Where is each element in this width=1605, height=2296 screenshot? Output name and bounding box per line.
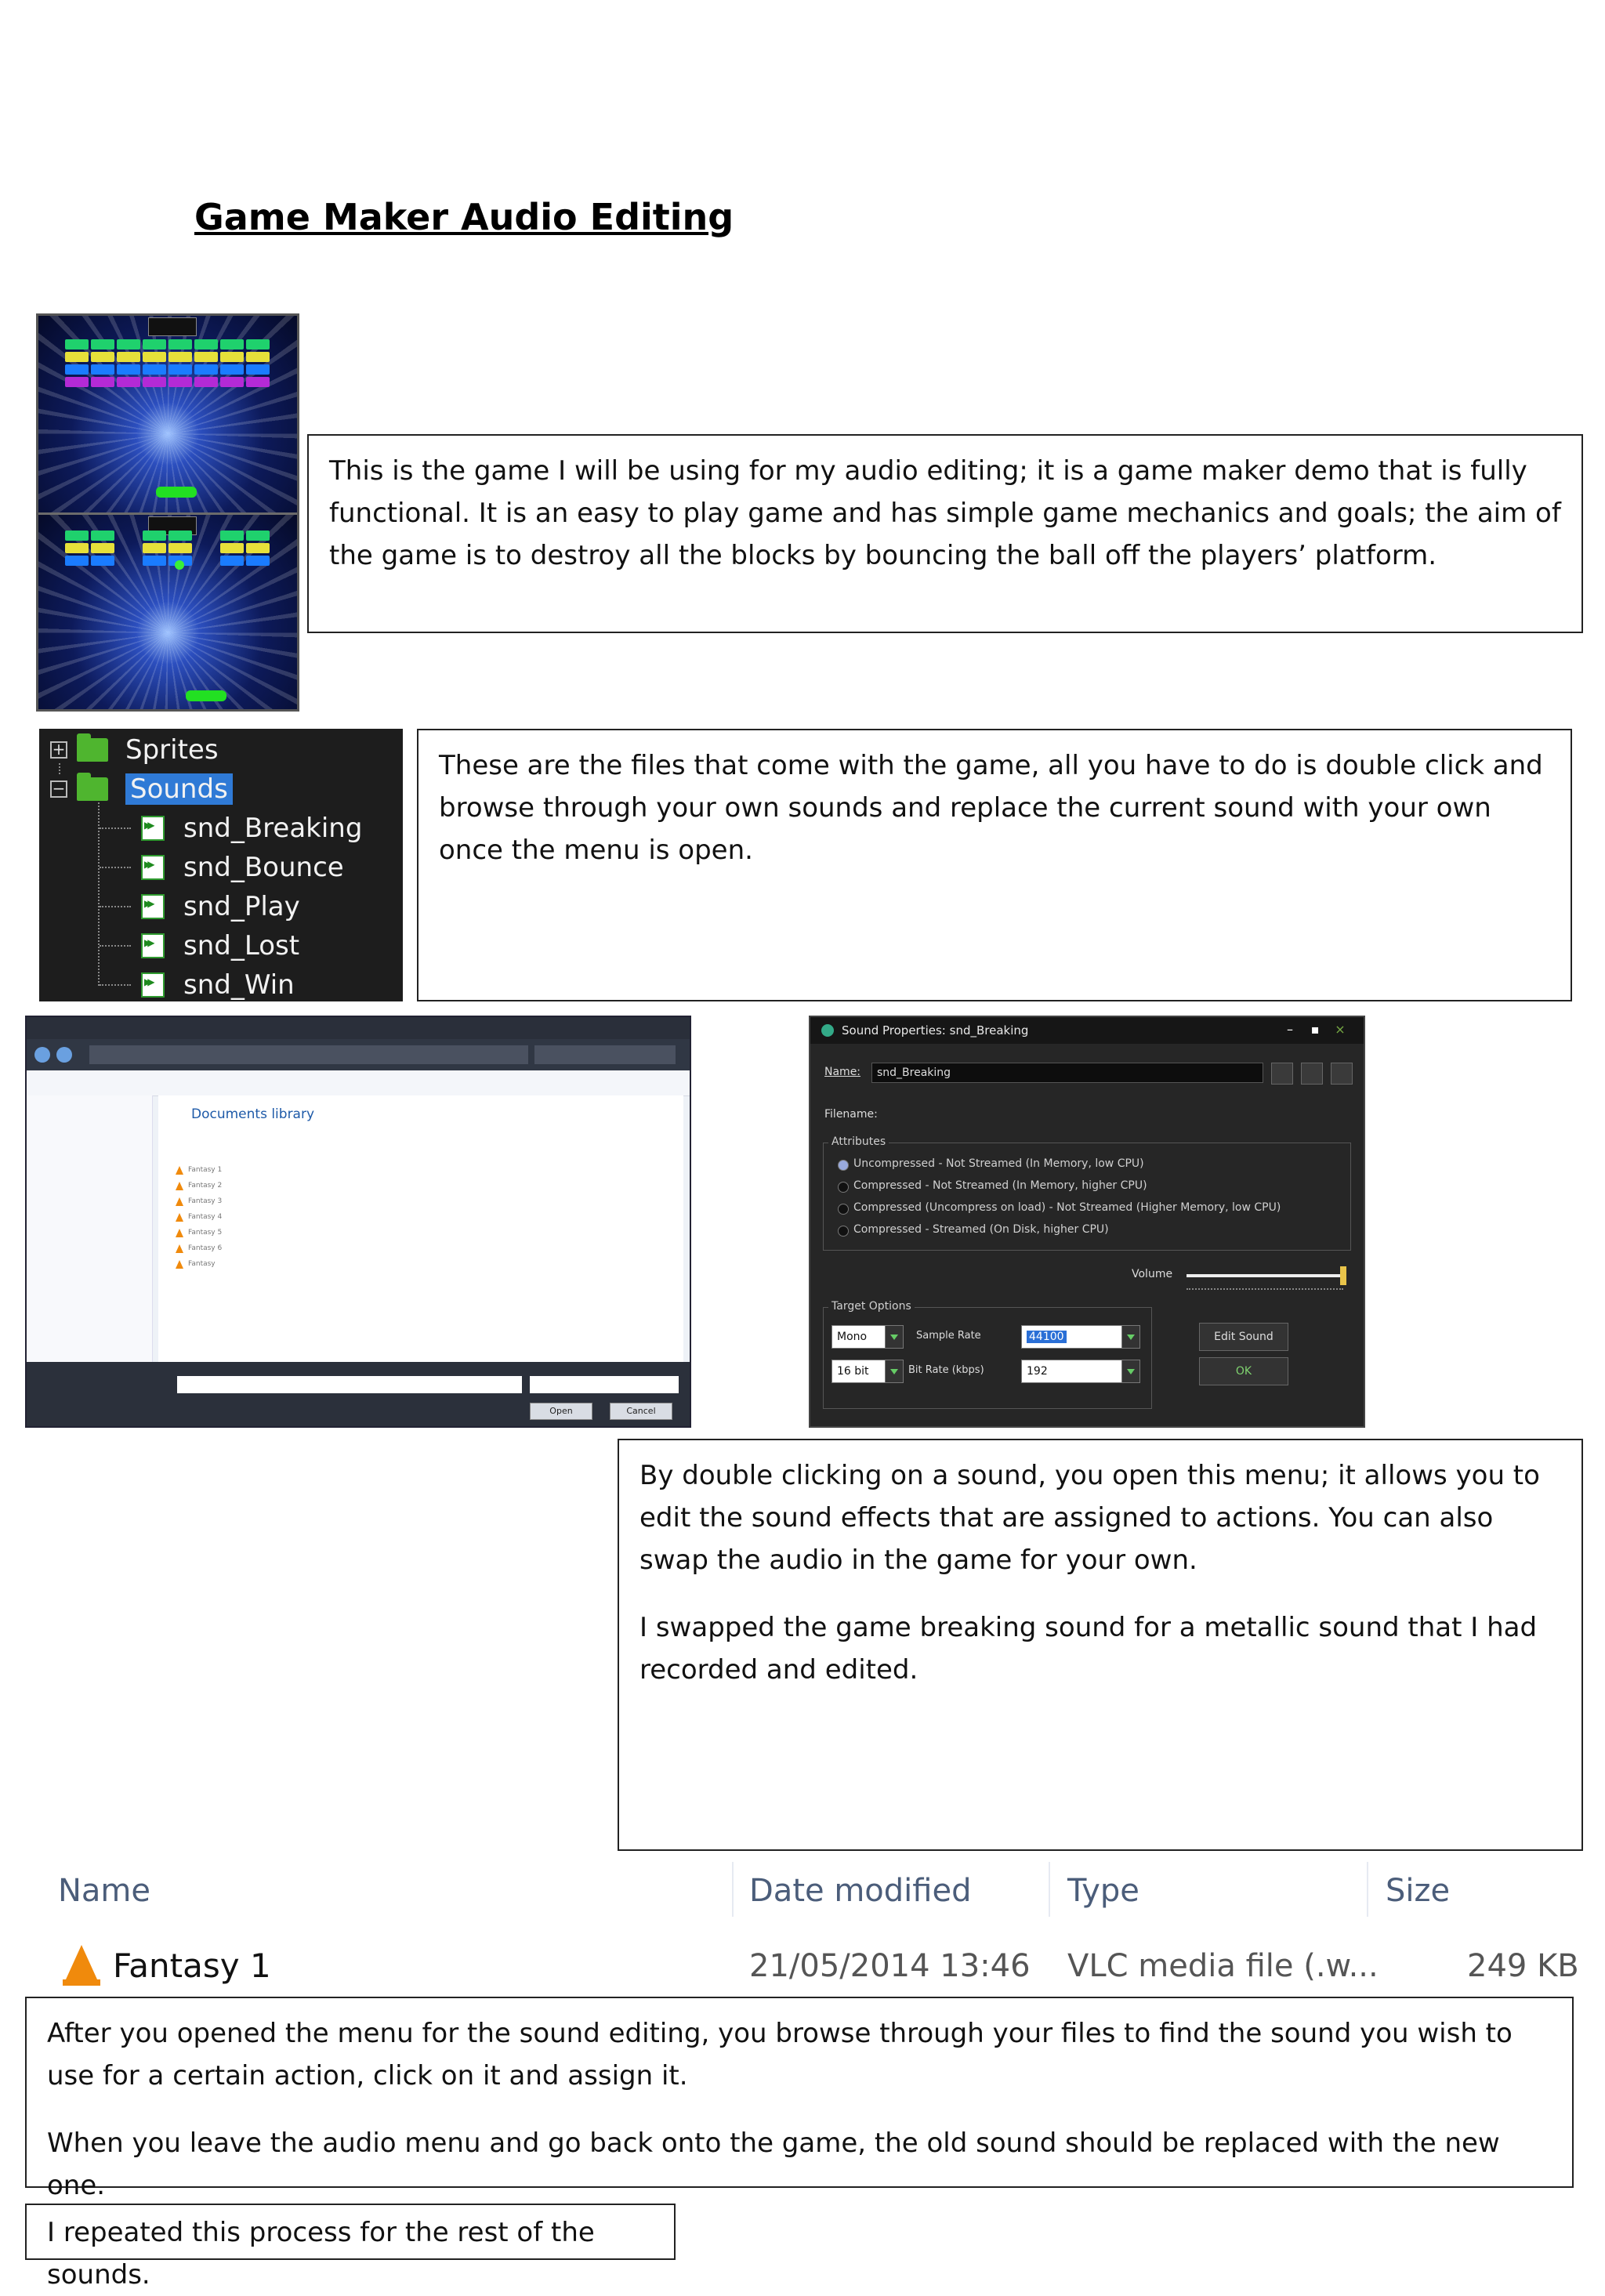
- file-name: Fantasy: [188, 1260, 216, 1268]
- file-type: VLC media file (.w...: [1067, 1948, 1379, 1984]
- brick: [194, 364, 218, 375]
- bit-rate-select[interactable]: 192: [1021, 1360, 1140, 1383]
- tree-item-sound[interactable]: [141, 889, 300, 925]
- game-frame-top: [38, 316, 297, 512]
- brick: [91, 543, 114, 553]
- brick-gap: [117, 556, 140, 566]
- sound-files-description-box: [417, 729, 1572, 1001]
- brick: [91, 352, 114, 362]
- file-row[interactable]: [158, 1227, 676, 1240]
- replace-description-text: When you leave the audio menu and go back onto the game, the old sound should be replaced with the new one.: [47, 2128, 1500, 2201]
- brick: [246, 352, 270, 362]
- window-titlebar: [27, 1017, 690, 1039]
- breadcrumb[interactable]: [89, 1045, 528, 1064]
- brick: [117, 339, 140, 349]
- brick: [143, 556, 166, 566]
- brick-gap: [194, 556, 218, 566]
- bit-rate-label: Bit Rate (kbps): [908, 1364, 984, 1376]
- file-name: Fantasy 2: [188, 1182, 223, 1190]
- folder-icon: [77, 738, 108, 762]
- sound-file-icon: [141, 816, 165, 841]
- file-detail-crop: [25, 1859, 1585, 1994]
- tree-item-sprites[interactable]: [50, 732, 219, 768]
- tree-item-sound[interactable]: [141, 928, 299, 964]
- brick: [220, 339, 244, 349]
- sound-name: snd_Lost: [183, 930, 300, 961]
- brick: [220, 377, 244, 387]
- vlc-file-icon: [176, 1182, 183, 1190]
- volume-slider[interactable]: [1187, 1274, 1343, 1277]
- brick: [168, 377, 192, 387]
- column-header-size[interactable]: Size: [1386, 1873, 1451, 1909]
- brick: [220, 543, 244, 553]
- brick: [246, 364, 270, 375]
- score-display: [148, 317, 197, 336]
- brick-gap: [194, 543, 218, 553]
- dialog-titlebar: [810, 1017, 1364, 1044]
- browse-description-box: [25, 1997, 1574, 2201]
- column-header-type[interactable]: Type: [1067, 1873, 1139, 1909]
- file-date: 21/05/2014 13:46: [749, 1948, 1031, 1984]
- brick: [246, 543, 270, 553]
- brick: [65, 531, 89, 541]
- dialog-title: Sound Properties: snd_Breaking: [842, 1023, 1029, 1038]
- brick: [65, 364, 89, 375]
- brick: [168, 543, 192, 553]
- swap-description-text: I swapped the game breaking sound for a metallic sound that I had recorded and edited.: [639, 1612, 1538, 1686]
- open-button[interactable]: Open: [530, 1403, 592, 1420]
- brick: [65, 339, 89, 349]
- file-row[interactable]: [158, 1164, 676, 1177]
- vlc-file-icon: [66, 1945, 97, 1979]
- edit-sound-label: Edit Sound: [1214, 1331, 1273, 1343]
- sample-rate-label: Sample Rate: [916, 1330, 981, 1342]
- file-type-select[interactable]: [530, 1376, 679, 1393]
- brick: [91, 364, 114, 375]
- sound-name: snd_Win: [183, 969, 295, 1001]
- app-icon: [821, 1024, 834, 1037]
- tree-item-sound[interactable]: [141, 849, 344, 885]
- brick: [246, 556, 270, 566]
- collapse-icon[interactable]: −: [50, 780, 67, 798]
- filename-label: Filename:: [824, 1108, 878, 1121]
- open-folder-icon: [77, 777, 108, 801]
- brick: [194, 377, 218, 387]
- file-name: Fantasy 4: [188, 1213, 223, 1221]
- minimize-icon[interactable]: –: [1287, 1022, 1293, 1037]
- close-icon[interactable]: ×: [1335, 1022, 1346, 1037]
- brick: [143, 377, 166, 387]
- brick: [65, 556, 89, 566]
- attributes-group: [823, 1135, 1351, 1251]
- brick: [168, 531, 192, 541]
- sound-file-icon: [141, 894, 165, 919]
- brick: [143, 531, 166, 541]
- game-screenshot: [36, 313, 299, 712]
- tree-item-sound[interactable]: [141, 967, 295, 1001]
- file-name: Fantasy 5: [188, 1229, 223, 1237]
- game-frame-bottom: [38, 512, 297, 712]
- brick: [246, 531, 270, 541]
- maximize-icon[interactable]: ▪: [1310, 1022, 1320, 1037]
- navigation-pane: [27, 1095, 153, 1362]
- brick: [91, 339, 114, 349]
- sound-properties-dialog: [809, 1016, 1365, 1428]
- repeat-note-box: [25, 2204, 676, 2291]
- game-description-box: [307, 434, 1583, 633]
- brick: [65, 377, 89, 387]
- brick: [65, 352, 89, 362]
- repeat-note-text: I repeated this process for the rest of the sounds.: [47, 2217, 595, 2291]
- toolbar: [27, 1070, 690, 1096]
- column-header-name[interactable]: Name: [58, 1873, 151, 1909]
- tree-item-sound[interactable]: [141, 810, 362, 846]
- sound-file-icon: [141, 972, 165, 998]
- file-list: [158, 1095, 683, 1362]
- back-icon[interactable]: [34, 1047, 50, 1063]
- dialog-footer: [27, 1362, 690, 1428]
- brick: [143, 364, 166, 375]
- sound-name: snd_Play: [183, 891, 300, 922]
- cancel-button[interactable]: Cancel: [610, 1403, 672, 1420]
- play-icon[interactable]: [1301, 1063, 1323, 1085]
- browse-description-text: After you opened the menu for the sound editing, you browse through your files to find the sound you wish to use for a certain action, click on it and assign it.: [47, 2018, 1513, 2091]
- brick-grid: [65, 531, 270, 566]
- target-options-label: Target Options: [828, 1300, 915, 1313]
- brick: [117, 364, 140, 375]
- sound-name: snd_Bounce: [183, 852, 344, 883]
- brick: [168, 339, 192, 349]
- address-bar: [27, 1039, 690, 1070]
- brick: [246, 339, 270, 349]
- game-description-text: This is the game I will be using for my audio editing; it is a game maker demo that is fully functional. It is an easy to play game and has simple game mechanics and goals; the aim of the game is to destroy all the blocks by bouncing the ball off the players’ platform.: [329, 455, 1561, 571]
- brick: [143, 543, 166, 553]
- attributes-label: Attributes: [828, 1135, 889, 1148]
- volume-label: Volume: [1132, 1268, 1173, 1280]
- brick: [65, 543, 89, 553]
- target-options-group: [823, 1300, 1152, 1409]
- brick-gap: [194, 531, 218, 541]
- vlc-file-icon: [176, 1229, 183, 1237]
- column-header-date[interactable]: Date modified: [749, 1873, 972, 1909]
- library-title: Documents library: [191, 1106, 315, 1122]
- file-row[interactable]: [158, 1243, 676, 1255]
- sample-rate-select[interactable]: 44100: [1021, 1325, 1140, 1349]
- brick: [91, 377, 114, 387]
- file-open-dialog: [25, 1016, 691, 1428]
- volume-ticks: [1187, 1288, 1343, 1291]
- brick: [143, 352, 166, 362]
- attribute-option[interactable]: Compressed - Streamed (On Disk, higher CPU): [853, 1223, 1109, 1236]
- brick: [143, 339, 166, 349]
- brick-gap: [117, 531, 140, 541]
- brick: [168, 364, 192, 375]
- file-row[interactable]: [158, 1211, 676, 1224]
- file-name: Fantasy 6: [188, 1244, 223, 1252]
- tree-item-sounds[interactable]: [50, 771, 233, 807]
- brick: [246, 377, 270, 387]
- brick: [117, 377, 140, 387]
- file-name-input[interactable]: [177, 1376, 522, 1393]
- vlc-file-icon: [176, 1197, 183, 1206]
- ball: [175, 560, 184, 570]
- menu-description-text: By double clicking on a sound, you open this menu; it allows you to edit the sound effects that are assigned to actions. You can also swap the audio in the game for your own.: [639, 1460, 1540, 1576]
- sound-files-description-text: These are the files that come with the game, all you have to do is double click and browse through your own sounds and replace the current sound with your own once the menu is open.: [439, 750, 1543, 866]
- file-name[interactable]: Fantasy 1: [113, 1947, 271, 1985]
- ok-button[interactable]: [1199, 1357, 1288, 1385]
- player-paddle: [186, 690, 226, 701]
- menu-description-box: [618, 1439, 1583, 1851]
- page-title: Game Maker Audio Editing: [194, 196, 734, 238]
- sound-name-input[interactable]: snd_Breaking: [871, 1063, 1263, 1083]
- vlc-file-icon: [176, 1166, 183, 1175]
- file-name: Fantasy 3: [188, 1197, 223, 1205]
- ok-label: OK: [1235, 1365, 1252, 1378]
- attribute-option[interactable]: Compressed (Uncompress on load) - Not Streamed (Higher Memory, low CPU): [853, 1201, 1281, 1214]
- brick: [220, 364, 244, 375]
- brick: [194, 339, 218, 349]
- file-row[interactable]: [158, 1180, 676, 1193]
- brick: [168, 352, 192, 362]
- edit-sound-button[interactable]: [1199, 1323, 1288, 1351]
- attribute-option[interactable]: Compressed - Not Streamed (In Memory, higher CPU): [853, 1179, 1147, 1192]
- brick: [220, 352, 244, 362]
- file-name: Fantasy 1: [188, 1166, 223, 1174]
- file-row[interactable]: [158, 1258, 676, 1271]
- brick: [91, 531, 114, 541]
- search-input[interactable]: [534, 1045, 676, 1064]
- sound-name: snd_Breaking: [183, 813, 363, 844]
- tree-label-sounds: Sounds: [125, 773, 233, 805]
- forward-icon[interactable]: [56, 1047, 72, 1063]
- tree-label-sprites: Sprites: [125, 734, 219, 766]
- expand-icon[interactable]: +: [50, 741, 67, 759]
- vlc-file-icon: [176, 1244, 183, 1253]
- file-row[interactable]: [158, 1196, 676, 1208]
- brick: [220, 556, 244, 566]
- brick: [117, 352, 140, 362]
- load-sound-icon[interactable]: [1271, 1063, 1293, 1085]
- name-label: Name:: [824, 1066, 861, 1078]
- resource-tree: [39, 729, 403, 1001]
- sound-file-icon: [141, 855, 165, 880]
- file-size: 249 KB: [1467, 1948, 1579, 1984]
- brick: [91, 556, 114, 566]
- channels-select[interactable]: Mono: [831, 1325, 904, 1349]
- brick: [220, 531, 244, 541]
- volume-slider-knob[interactable]: [1340, 1266, 1346, 1285]
- player-paddle: [156, 487, 197, 498]
- vlc-file-icon: [176, 1260, 183, 1269]
- sound-file-icon: [141, 933, 165, 958]
- brick-grid: [65, 339, 270, 387]
- bits-select[interactable]: 16 bit: [831, 1360, 904, 1383]
- attribute-option[interactable]: Uncompressed - Not Streamed (In Memory, low CPU): [853, 1157, 1144, 1170]
- vlc-file-icon: [176, 1213, 183, 1222]
- brick: [194, 352, 218, 362]
- stop-icon[interactable]: [1331, 1063, 1353, 1085]
- brick-gap: [117, 543, 140, 553]
